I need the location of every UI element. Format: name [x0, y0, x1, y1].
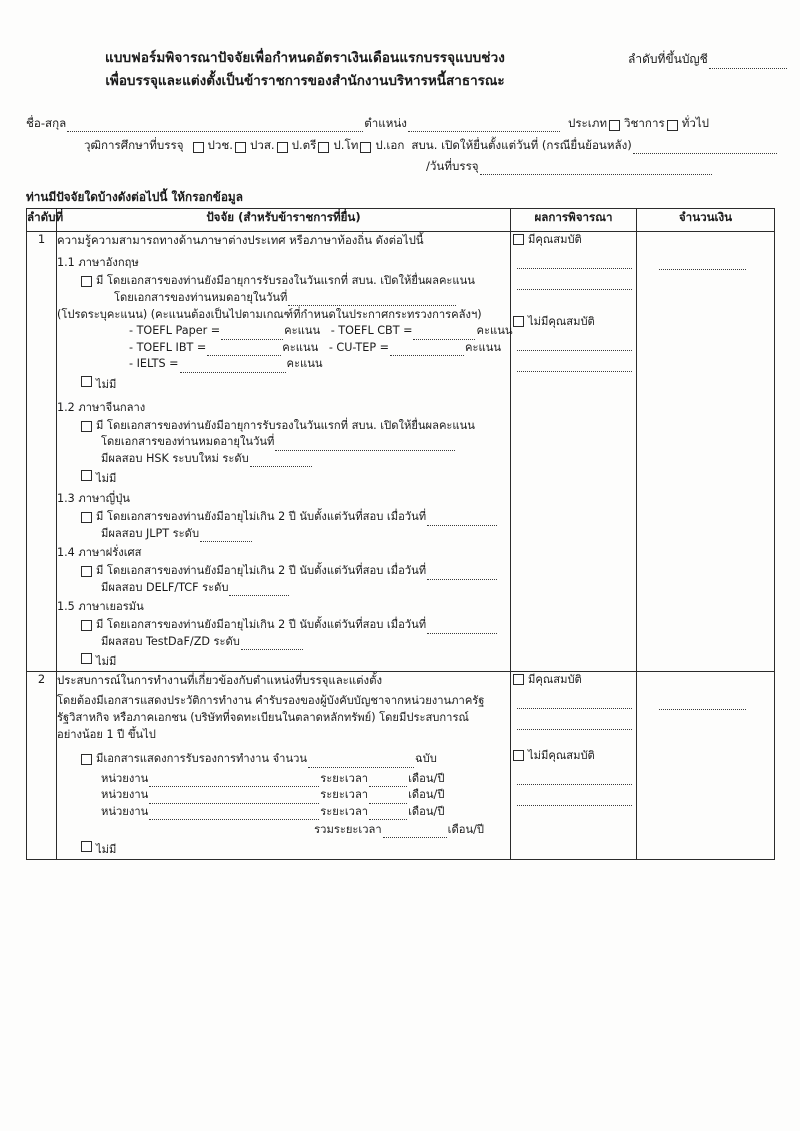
open-from-label: สบน. เปิดให้ยื่นตั้งแต่วันที่ (กรณียื่นย้อนหลัง) — [411, 138, 632, 152]
checkbox-row-1-not-qualified[interactable] — [513, 316, 524, 327]
section-1-1-expire-label: โดยเอกสารของท่านหมดอายุในวันที่ — [114, 290, 288, 304]
score-label-toefl-ibt: - TOEFL IBT = — [129, 340, 207, 354]
appointment-date-input[interactable] — [480, 163, 712, 175]
row-2-qualified-option[interactable] — [511, 672, 636, 688]
score-label-toefl-paper: - TOEFL Paper = — [129, 324, 221, 337]
account-number-label: ลำดับที่ขึ้นบัญชี — [628, 52, 708, 66]
table-row — [27, 232, 775, 672]
section-1-2-exam-label: มีผลสอบ HSK ระบบใหม่ ระดับ — [101, 451, 249, 465]
row-1-qualified-option[interactable] — [511, 232, 636, 248]
checkbox-type-general[interactable] — [667, 120, 678, 131]
checkbox-education-povoso[interactable] — [235, 142, 246, 153]
row-1-factor-cell — [57, 232, 511, 672]
column-header-amount: จำนวนเงิน — [637, 209, 775, 232]
account-number-field[interactable] — [628, 50, 788, 69]
education-label: วุฒิการศึกษาที่บรรจุ — [84, 138, 184, 152]
section-1-4-have-line — [96, 563, 510, 580]
row-2-duration-label-1: ระยะเวลา — [320, 771, 369, 785]
score-label-ielts: - IELTS = — [129, 357, 179, 370]
score-unit-toefl-cbt: คะแนน — [476, 324, 513, 337]
section-1-1-have-option[interactable] — [57, 273, 510, 290]
education-option-4-label: ป.เอก — [375, 138, 405, 152]
score-unit-cu-tep: คะแนน — [465, 340, 502, 354]
checkbox-type-academic[interactable] — [609, 120, 620, 131]
row-1-qualified-note-line-1[interactable] — [517, 255, 632, 269]
row-2-agency-input-2[interactable] — [149, 792, 319, 804]
checkbox-english-have[interactable] — [81, 276, 92, 287]
row-1-not-qualified-note-line-1[interactable] — [517, 337, 632, 351]
row-2-amount-input[interactable] — [659, 696, 746, 710]
section-1-2-title: 1.2 ภาษาจีนกลาง — [57, 400, 146, 414]
section-1-3-have-option[interactable] — [57, 509, 510, 526]
table-header-row — [27, 209, 775, 232]
checkbox-chinese-have[interactable] — [81, 421, 92, 432]
section-1-4-have-option[interactable] — [57, 563, 510, 580]
row-2-paragraph-1: โดยต้องมีเอกสารแสดงประวัติการทำงาน คำรับรองของผู้บังคับบัญชาจากหน่วยงานภาครัฐ — [57, 694, 485, 707]
section-1-4-have-label: มี โดยเอกสารของท่านยังมีอายุไม่เกิน 2 ปี นับตั้งแต่วันที่สอบ เมื่อวันที่ — [96, 564, 427, 577]
row-2-paragraph-3: อย่างน้อย 1 ปี ขึ้นไป — [57, 728, 156, 741]
type-label: ประเภท — [567, 116, 608, 130]
name-input[interactable] — [67, 120, 363, 132]
row-2-total-label: รวมระยะเวลา — [314, 823, 382, 836]
row-2-agency-label-1: หน่วยงาน — [101, 771, 149, 785]
checkbox-row-2-not-qualified[interactable] — [513, 750, 524, 761]
section-1-4-date-input[interactable] — [427, 568, 497, 580]
row-2-total-input[interactable] — [383, 826, 447, 838]
score-input-toefl-ibt[interactable] — [207, 344, 281, 356]
score-label-toefl-cbt: - TOEFL CBT = — [330, 324, 413, 337]
section-1-1-have-label: มี โดยเอกสารของท่านยังมีอายุการรับรองในวันแรกที่ สบน. เปิดให้ยื่นผลคะแนน — [96, 274, 475, 287]
row-2-duration-input-2[interactable] — [369, 792, 407, 804]
checkbox-education-povocho[interactable] — [193, 142, 204, 153]
section-1-2-expire-input[interactable] — [275, 439, 455, 451]
checkbox-row-1-qualified[interactable] — [513, 234, 524, 245]
row-2-agency-label-3: หน่วยงาน — [101, 804, 149, 818]
table-row — [27, 672, 775, 860]
form-title-line-2: เพื่อบรรจุและแต่งตั้งเป็นข้าราชการของสำนักงานบริหารหนี้สาธารณะ — [105, 73, 505, 89]
type-option-academic-label: วิชาการ — [624, 116, 665, 130]
row-2-agency-label-2: หน่วยงาน — [101, 788, 149, 801]
checkbox-german-have[interactable] — [81, 620, 92, 631]
row-1-result-cell — [511, 232, 637, 672]
position-input[interactable] — [408, 120, 560, 132]
identity-fields — [26, 115, 778, 175]
section-1-3-title: 1.3 ภาษาญี่ปุ่น — [57, 492, 130, 505]
checkbox-french-have[interactable] — [81, 566, 92, 577]
identity-row-education — [26, 137, 778, 154]
section-1-2-exam-input[interactable] — [250, 455, 312, 467]
education-option-3-label: ป.โท — [333, 138, 359, 152]
row-1-amount-input[interactable] — [659, 256, 746, 270]
score-unit-toefl-paper: คะแนน — [284, 324, 321, 337]
score-input-ielts[interactable] — [180, 361, 286, 373]
row-2-document-count-input[interactable] — [308, 756, 414, 768]
section-1-1-note: (โปรดระบุคะแนน) (คะแนนต้องเป็นไปตามเกณฑ์ที่กำหนดในประกาศกระทรวงการคลังฯ) — [57, 308, 482, 321]
instruction-text: ท่านมีปัจจัยใดบ้างดังต่อไปนี้ ให้กรอกข้อมูล — [26, 190, 243, 204]
row-2-have-option[interactable] — [57, 751, 510, 768]
section-1-3-exam-label: มีผลสอบ JLPT ระดับ — [101, 526, 200, 540]
form-header — [0, 48, 800, 92]
section-1-5-none-option[interactable] — [57, 653, 510, 671]
score-unit-toefl-ibt: คะแนน — [282, 340, 319, 354]
checkbox-experience-none[interactable] — [81, 841, 92, 852]
checkbox-experience-have[interactable] — [81, 754, 92, 765]
row-1-not-qualified-option[interactable] — [511, 314, 636, 330]
section-1-2-have-label: มี โดยเอกสารของท่านยังมีอายุการรับรองในวันแรกที่ สบน. เปิดให้ยื่นผลคะแนน — [96, 418, 475, 432]
section-1-5-date-input[interactable] — [427, 622, 497, 634]
row-2-number: 2 — [27, 672, 57, 860]
section-1-3-have-line — [96, 509, 510, 526]
section-1-3-exam-line — [57, 526, 510, 543]
section-1-5-exam-input[interactable] — [241, 638, 303, 650]
section-1-1-none-option[interactable] — [57, 376, 510, 394]
row-2-duration-label-3: ระยะเวลา — [320, 804, 369, 818]
column-header-no: ลำดับที่ — [27, 209, 57, 232]
section-1-5-exam-label: มีผลสอบ TestDaF/ZD ระดับ — [101, 634, 240, 648]
section-1-1-expire-line — [57, 290, 510, 307]
identity-row-appointment-date — [26, 158, 778, 175]
factors-table-wrapper — [26, 208, 774, 860]
row-2-total-unit: เดือน/ปี — [447, 823, 484, 836]
row-2-total-line — [57, 821, 510, 838]
row-2-duration-input-1[interactable] — [369, 775, 407, 787]
row-2-qualified-note-line-1[interactable] — [517, 695, 632, 709]
row-2-agency-input-3[interactable] — [149, 808, 319, 820]
row-2-factor-cell — [57, 672, 511, 860]
section-1-2-none-label: ไม่มี — [96, 472, 117, 485]
section-1-2-exam-line — [57, 451, 510, 468]
row-2-not-qualified-note-line-1[interactable] — [517, 771, 632, 785]
section-1-1-score-row-1 — [57, 323, 513, 340]
form-title-line-1: แบบฟอร์มพิจารณาปัจจัยเพื่อกำหนดอัตราเงินเดือนแรกบรรจุแบบช่วง — [105, 50, 505, 66]
checkbox-education-bachelor[interactable] — [277, 142, 288, 153]
type-option-general-label: ทั่วไป — [681, 116, 710, 130]
row-2-not-qualified-option[interactable] — [511, 748, 636, 764]
row-2-agency-line-3 — [57, 804, 510, 821]
section-1-3-have-label: มี โดยเอกสารของท่านยังมีอายุไม่เกิน 2 ปี นับตั้งแต่วันที่สอบ เมื่อวันที่ — [96, 510, 427, 523]
row-2-not-qualified-note-line-2[interactable] — [517, 792, 632, 806]
row-2-agency-line-1 — [57, 771, 510, 788]
score-input-toefl-paper[interactable] — [221, 328, 283, 340]
row-2-duration-unit-2: เดือน/ปี — [408, 788, 445, 801]
factors-table — [26, 208, 775, 860]
row-2-agency-input-1[interactable] — [149, 775, 319, 787]
score-input-cu-tep[interactable] — [390, 344, 464, 356]
row-2-have-unit: ฉบับ — [415, 752, 437, 765]
row-2-amount-cell — [637, 672, 775, 860]
section-1-5-have-line — [96, 617, 510, 634]
row-1-qualified-note-line-2[interactable] — [517, 276, 632, 290]
section-1-3-date-input[interactable] — [427, 514, 497, 526]
row-2-qualified-label: มีคุณสมบัติ — [528, 673, 582, 686]
form-title — [0, 48, 600, 92]
row-2-agency-line-2 — [57, 787, 510, 804]
section-1-5-none-label: ไม่มี — [96, 655, 117, 668]
row-2-duration-unit-3: เดือน/ปี — [408, 804, 445, 818]
checkbox-japanese-have[interactable] — [81, 512, 92, 523]
score-unit-ielts: คะแนน — [286, 357, 323, 370]
row-2-paragraph-2: รัฐวิสาหกิจ หรือภาคเอกชน (บริษัทที่จดทะเบียนในตลาดหลักทรัพย์) โดยมีประสบการณ์ — [57, 711, 469, 724]
section-1-5-title: 1.5 ภาษาเยอรมัน — [57, 600, 144, 613]
row-1-not-qualified-label: ไม่มีคุณสมบัติ — [528, 315, 595, 328]
row-2-have-label: มีเอกสารแสดงการรับรองการทำงาน จำนวน — [96, 752, 308, 765]
row-2-have-line — [96, 751, 510, 768]
row-2-qualified-note-line-2[interactable] — [517, 716, 632, 730]
row-2-duration-label-2: ระยะเวลา — [320, 788, 369, 801]
section-1-2-expire-label: โดยเอกสารของท่านหมดอายุในวันที่ — [101, 435, 275, 448]
checkbox-education-doctorate[interactable] — [360, 142, 371, 153]
row-1-not-qualified-note-line-2[interactable] — [517, 358, 632, 372]
section-1-1-expire-input[interactable] — [288, 294, 456, 306]
section-1-2-none-option[interactable] — [57, 470, 510, 488]
section-1-1-score-row-3 — [57, 356, 510, 373]
score-input-toefl-cbt[interactable] — [413, 328, 475, 340]
name-label: ชื่อ-สกุล — [26, 116, 67, 130]
identity-row-name-position-type — [26, 115, 778, 132]
education-option-1-label: ปวส. — [249, 138, 275, 152]
table-body — [27, 232, 775, 860]
row-2-duration-unit-1: เดือน/ปี — [408, 771, 445, 785]
column-header-factor: ปัจจัย (สำหรับข้าราชการที่ยื่น) — [57, 209, 511, 232]
row-1-qualified-label: มีคุณสมบัติ — [528, 233, 582, 246]
open-from-input[interactable] — [633, 142, 777, 154]
row-1-heading: ความรู้ความสามารถทางด้านภาษาต่างประเทศ หรือภาษาท้องถิ่น ดังต่อไปนี้ — [57, 233, 424, 247]
score-label-cu-tep: - CU-TEP = — [328, 340, 390, 354]
section-1-1-none-label: ไม่มี — [96, 377, 117, 391]
row-2-duration-input-3[interactable] — [369, 808, 407, 820]
column-header-result: ผลการพิจารณา — [511, 209, 637, 232]
section-1-3-exam-input[interactable] — [200, 530, 252, 542]
row-2-none-label: ไม่มี — [96, 843, 117, 856]
checkbox-education-master[interactable] — [318, 142, 329, 153]
checkbox-chinese-none[interactable] — [81, 470, 92, 481]
section-1-2-have-option[interactable] — [57, 418, 510, 435]
section-1-1-score-row-2 — [57, 340, 510, 357]
account-number-dotted-input[interactable] — [709, 57, 787, 69]
section-1-5-have-option[interactable] — [57, 617, 510, 634]
checkbox-row-2-qualified[interactable] — [513, 674, 524, 685]
row-2-heading: ประสบการณ์ในการทำงานที่เกี่ยวข้องกับตำแหน่งที่บรรจุและแต่งตั้ง — [57, 673, 383, 687]
section-1-4-exam-label: มีผลสอบ DELF/TCF ระดับ — [101, 580, 229, 594]
row-2-none-option[interactable] — [57, 841, 510, 859]
checkbox-english-none[interactable] — [81, 376, 92, 387]
section-1-2-expire-line — [57, 434, 510, 451]
position-label: ตำแหน่ง — [364, 116, 407, 130]
section-1-4-exam-line — [57, 580, 510, 597]
row-1-number: 1 — [27, 232, 57, 672]
education-option-2-label: ป.ตรี — [291, 138, 317, 152]
section-1-5-have-label: มี โดยเอกสารของท่านยังมีอายุไม่เกิน 2 ปี นับตั้งแต่วันที่สอบ เมื่อวันที่ — [96, 618, 427, 631]
row-2-result-cell — [511, 672, 637, 860]
section-1-5-exam-line — [57, 634, 510, 651]
section-1-1-title: 1.1 ภาษาอังกฤษ — [57, 256, 139, 269]
row-2-not-qualified-label: ไม่มีคุณสมบัติ — [528, 749, 595, 762]
appointment-date-label: /วันที่บรรจุ — [426, 159, 479, 173]
education-option-0-label: ปวช. — [207, 138, 233, 152]
table-head — [27, 209, 775, 232]
row-1-amount-cell — [637, 232, 775, 672]
checkbox-german-none[interactable] — [81, 653, 92, 664]
section-1-4-exam-input[interactable] — [229, 584, 289, 596]
section-1-4-title: 1.4 ภาษาฝรั่งเศส — [57, 546, 142, 559]
